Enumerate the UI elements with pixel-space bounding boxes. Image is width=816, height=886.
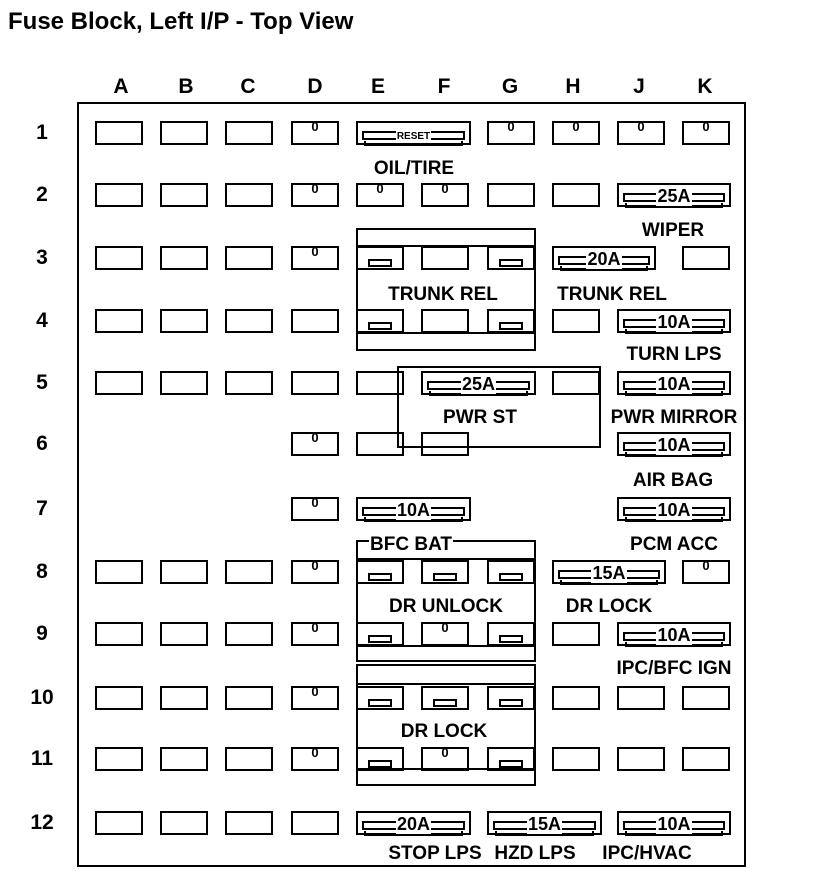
row-label-7: 7 [36, 497, 48, 520]
fuse-rating: 25A [657, 186, 691, 206]
fuse-cavity-e2 [356, 183, 404, 207]
fuse-cavity-d3 [291, 246, 339, 270]
fuse-cavity-c12 [225, 811, 273, 835]
fuse-dr-lock [552, 560, 666, 584]
fuse-cavity-b10 [160, 686, 208, 710]
fuse-rating: 10A [396, 500, 431, 520]
fuse-cavity-k10 [682, 686, 730, 710]
fuse-cavity-h1 [552, 121, 600, 145]
fuse-cavity-c3 [225, 246, 273, 270]
fuse-ipc-hvac [617, 811, 731, 835]
row-label-5: 5 [36, 371, 48, 394]
fuse-cavity-a11 [95, 747, 143, 771]
column-label-c: C [240, 75, 256, 98]
row-label-6: 6 [36, 432, 48, 455]
fuse-cavity-b2 [160, 183, 208, 207]
circuit-label-pwr-st: PWR ST [443, 407, 517, 428]
circuit-label-air-bag: AIR BAG [632, 470, 714, 491]
fuse-pcm-acc [617, 497, 731, 521]
fuse-cavity-a4 [95, 309, 143, 333]
fuse-cavity-b8 [160, 560, 208, 584]
fuse-cavity-c10 [225, 686, 273, 710]
cavity-marker: 0 [376, 181, 384, 196]
column-label-h: H [565, 75, 581, 98]
cavity-marker: 0 [311, 495, 319, 510]
row-label-1: 1 [36, 121, 48, 144]
fuse-cavity-k8 [682, 560, 730, 584]
circuit-label-pwr-mirror: PWR MIRROR [610, 407, 738, 428]
circuit-label-hzd-lps: HZD LPS [494, 843, 576, 864]
cavity-marker: 0 [311, 181, 319, 196]
cavity-marker: 0 [507, 119, 515, 134]
fuse-rating: 20A [396, 814, 431, 834]
circuit-label-wiper: WIPER [641, 220, 705, 241]
relay-divider [356, 768, 536, 770]
fuse-cavity-c1 [225, 121, 273, 145]
fuse-cavity-g2 [487, 183, 535, 207]
column-label-k: K [697, 75, 713, 98]
fuse-cavity-d9 [291, 622, 339, 646]
diagram-title: Fuse Block, Left I/P - Top View [8, 8, 354, 35]
fuse-cavity-b9 [160, 622, 208, 646]
fuse-cavity-a2 [95, 183, 143, 207]
fuse-cavity-a12 [95, 811, 143, 835]
fuse-cavity-a1 [95, 121, 143, 145]
row-label-4: 4 [36, 309, 48, 332]
fuse-cavity-a3 [95, 246, 143, 270]
circuit-label-trunk-rel-relay: TRUNK REL [388, 284, 498, 305]
fuse-cavity-d5 [291, 371, 339, 395]
cavity-marker: 0 [441, 181, 449, 196]
fuse-rating: 10A [657, 500, 691, 520]
fuse-cavity-k1 [682, 121, 730, 145]
fuse-rating: 10A [657, 435, 691, 455]
column-label-d: D [307, 75, 323, 98]
fuse-cavity-g1 [487, 121, 535, 145]
fuse-cavity-a10 [95, 686, 143, 710]
row-label-2: 2 [36, 183, 48, 206]
column-label-g: G [501, 75, 519, 98]
relay-divider [356, 645, 536, 647]
row-label-11: 11 [30, 747, 54, 770]
column-label-f: F [437, 75, 451, 98]
fuse-cavity-c8 [225, 560, 273, 584]
cavity-marker: 0 [311, 745, 319, 760]
cavity-marker: 0 [311, 430, 319, 445]
fuse-cavity-b12 [160, 811, 208, 835]
cavity-marker: 0 [311, 244, 319, 259]
relay-divider [356, 683, 536, 685]
fuse-cavity-a8 [95, 560, 143, 584]
fuse-rating: 10A [657, 312, 691, 332]
cavity-marker: 0 [572, 119, 580, 134]
fuse-cavity-h9 [552, 622, 600, 646]
fuse-cavity-j11 [617, 747, 665, 771]
fuse-cavity-k11 [682, 747, 730, 771]
circuit-label-trunk-rel: TRUNK REL [557, 284, 667, 305]
fuse-cavity-a5 [95, 371, 143, 395]
fuse-rating: 15A [592, 563, 626, 583]
fuse-rating: 25A [461, 374, 496, 394]
circuit-label-oil-tire: OIL/TIRE [373, 158, 455, 179]
fuse-rating: 10A [657, 374, 691, 394]
fuse-wiper [617, 183, 731, 207]
cavity-marker: 0 [441, 745, 449, 760]
fuse-turn-lps [617, 309, 731, 333]
cavity-marker: 0 [702, 119, 710, 134]
circuit-label-pcm-acc: PCM ACC [630, 534, 718, 555]
fuse-stop-lps [356, 811, 471, 835]
fuse-cavity-j1 [617, 121, 665, 145]
fuse-cavity-b3 [160, 246, 208, 270]
fuse-pwr-st [421, 371, 536, 395]
fuse-rating: 20A [587, 249, 621, 269]
row-label-10: 10 [30, 686, 54, 709]
cavity-marker: 0 [311, 620, 319, 635]
fuse-rating: RESET [396, 131, 431, 142]
row-label-9: 9 [36, 622, 48, 645]
fuse-pwr-mirror [617, 371, 731, 395]
fuse-cavity-d11 [291, 747, 339, 771]
fuse-cavity-c9 [225, 622, 273, 646]
fuse-oil-tire [356, 121, 471, 145]
fuse-rating: 10A [657, 625, 691, 645]
fuse-cavity-k3 [682, 246, 730, 270]
circuit-label-dr-lock-relay: DR LOCK [400, 721, 488, 742]
row-label-12: 12 [30, 811, 54, 834]
column-label-e: E [370, 75, 385, 98]
fuse-cavity-d6 [291, 432, 339, 456]
fuse-hzd-lps [487, 811, 602, 835]
fuse-cavity-h4 [552, 309, 600, 333]
fuse-cavity-b4 [160, 309, 208, 333]
cavity-marker: 0 [637, 119, 645, 134]
column-label-b: B [178, 75, 194, 98]
cavity-marker: 0 [311, 558, 319, 573]
fuse-cavity-h10 [552, 686, 600, 710]
circuit-label-turn-lps: TURN LPS [626, 344, 722, 365]
cavity-marker: 0 [311, 684, 319, 699]
fuse-cavity-b11 [160, 747, 208, 771]
fuse-cavity-j10 [617, 686, 665, 710]
fuse-cavity-d2 [291, 183, 339, 207]
row-label-3: 3 [36, 246, 48, 269]
relay-divider [356, 332, 536, 334]
circuit-label-stop-lps: STOP LPS [388, 843, 482, 864]
fuse-cavity-b1 [160, 121, 208, 145]
column-label-a: A [113, 75, 129, 98]
fuse-cavity-b5 [160, 371, 208, 395]
fuse-cavity-c4 [225, 309, 273, 333]
circuit-label-dr-lock: DR LOCK [565, 596, 653, 617]
cavity-marker: 0 [311, 119, 319, 134]
fuse-cavity-a9 [95, 622, 143, 646]
circuit-label-ipc-hvac: IPC/HVAC [602, 843, 692, 864]
fuse-cavity-c2 [225, 183, 273, 207]
fuse-rating: 10A [657, 814, 691, 834]
fuse-air-bag [617, 432, 731, 456]
fuse-cavity-c11 [225, 747, 273, 771]
circuit-label-bfc-bat: BFC BAT [370, 534, 452, 555]
fuse-ipc-bfc-ign [617, 622, 731, 646]
cavity-marker: 0 [702, 558, 710, 573]
column-label-j: J [633, 75, 645, 98]
row-label-8: 8 [36, 560, 48, 583]
fuse-rating: 15A [527, 814, 562, 834]
relay-divider [356, 558, 536, 560]
fuse-cavity-d10 [291, 686, 339, 710]
fuse-cavity-h11 [552, 747, 600, 771]
fuse-cavity-d1 [291, 121, 339, 145]
fuse-cavity-c5 [225, 371, 273, 395]
circuit-label-ipc-bfc-ign: IPC/BFC IGN [616, 658, 732, 679]
cavity-marker: 0 [441, 620, 449, 635]
fuse-cavity-d12 [291, 811, 339, 835]
fuse-cavity-h2 [552, 183, 600, 207]
fuse-trunk-rel [552, 246, 656, 270]
fuse-cavity-d7 [291, 497, 339, 521]
circuit-label-dr-unlock: DR UNLOCK [389, 596, 503, 617]
relay-divider [356, 245, 536, 247]
fuse-cavity-d4 [291, 309, 339, 333]
fuse-bfc-bat [356, 497, 471, 521]
fuse-cavity-f2 [421, 183, 469, 207]
fuse-cavity-d8 [291, 560, 339, 584]
